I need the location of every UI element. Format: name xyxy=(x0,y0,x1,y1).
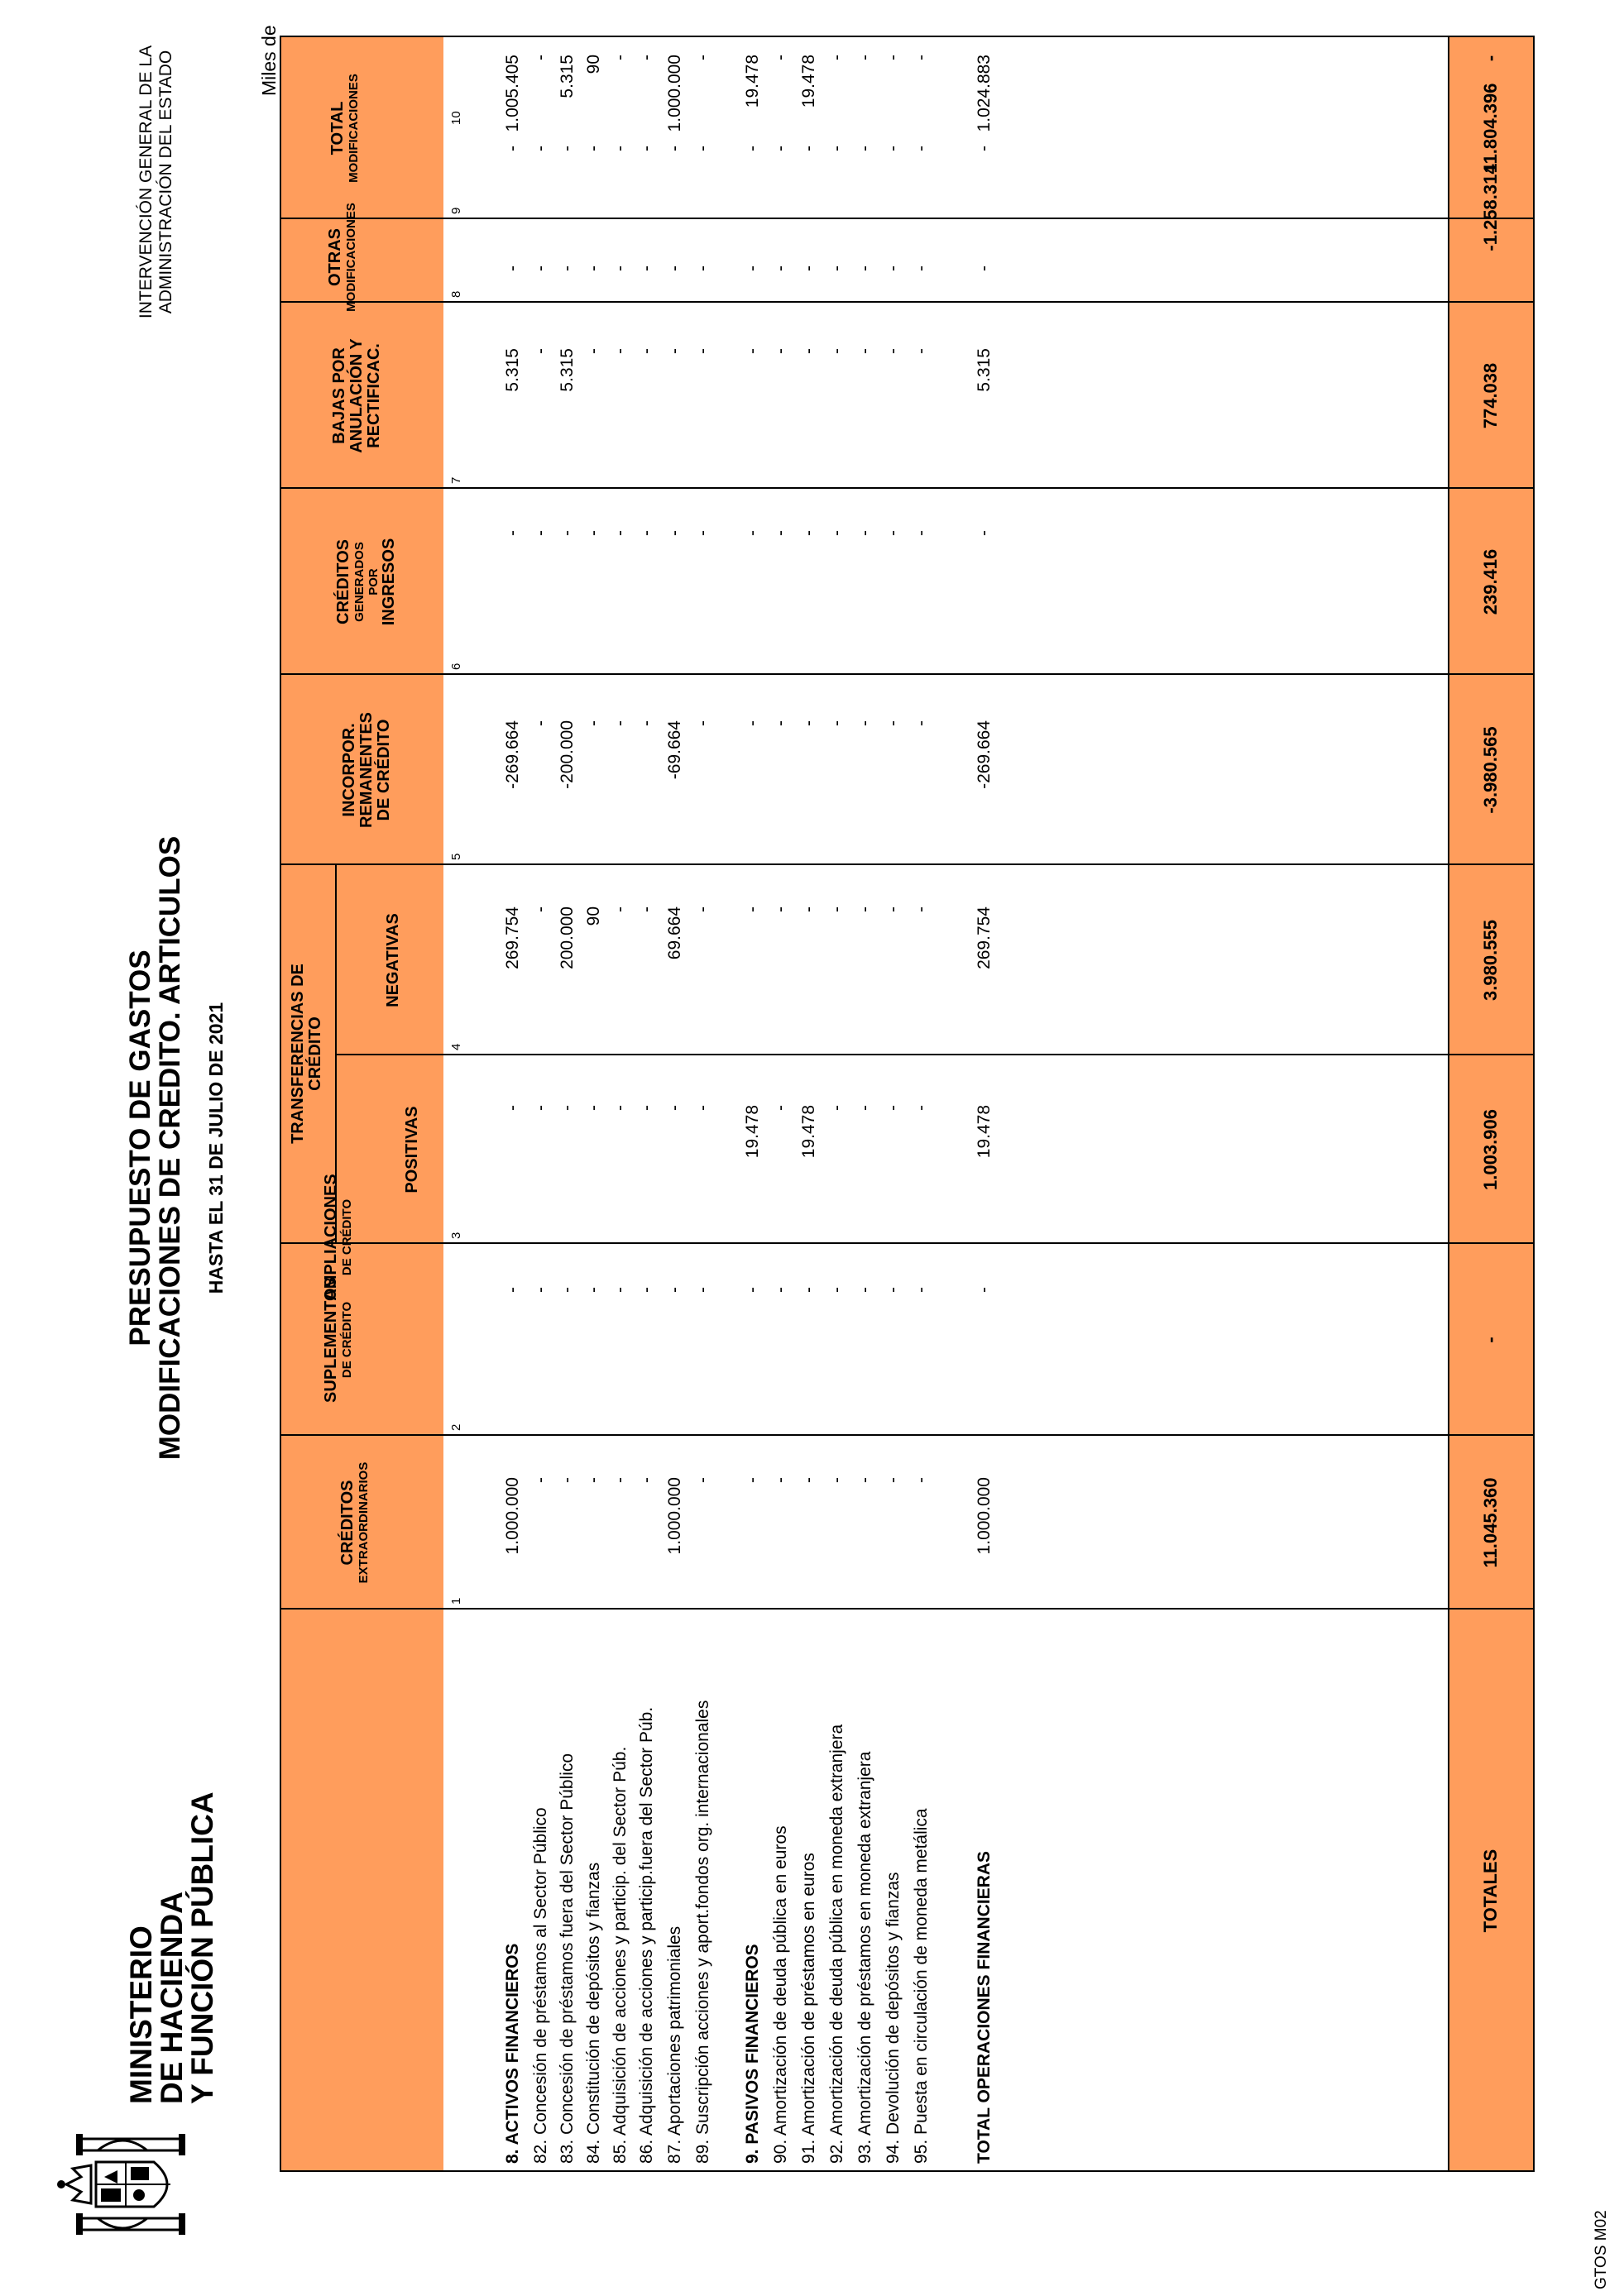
table-cell: - xyxy=(584,348,603,354)
table-cell: - xyxy=(771,348,790,354)
table-cell: - xyxy=(693,265,712,271)
table-cell: - xyxy=(855,1477,874,1483)
table-cell: - xyxy=(611,1477,630,1483)
row-label: 92. Amortización de deuda pública en moneda extranjera xyxy=(827,1724,846,2164)
table-cell: - xyxy=(743,1287,762,1293)
table-cell: - xyxy=(855,265,874,271)
table-cell: - xyxy=(637,55,656,60)
table-cell: - xyxy=(771,906,790,912)
column-number: 8 xyxy=(449,290,463,298)
totals-cell: - xyxy=(1480,55,1501,62)
table-border-left xyxy=(280,2170,1535,2172)
table-cell: - xyxy=(912,720,931,726)
table-cell: - xyxy=(693,348,712,354)
table-cell: 1.000.000 xyxy=(665,1477,684,1555)
table-cell: - xyxy=(799,720,818,726)
table-cell: - xyxy=(693,720,712,726)
table-cell: - xyxy=(912,146,931,151)
row-label: 89. Suscripción acciones y aport.fondos org. internacionales xyxy=(693,1700,712,2164)
column-number: 4 xyxy=(449,1043,463,1050)
row-label: 83. Concesión de préstamos fuera del Sector Público xyxy=(558,1753,577,2164)
table-cell: - xyxy=(743,530,762,536)
table-cell: - xyxy=(912,55,931,60)
table-cell: - xyxy=(771,55,790,60)
table-cell: - xyxy=(827,146,846,151)
row-label: 93. Amortización de préstamos en moneda extranjera xyxy=(855,1751,874,2164)
row-label: 8. ACTIVOS FINANCIEROS xyxy=(503,1943,522,2164)
table-cell: - xyxy=(558,1287,577,1293)
table-cell: - xyxy=(975,1287,994,1293)
table-cell: - xyxy=(693,1287,712,1293)
table-cell: - xyxy=(827,720,846,726)
footer-code: GTOS M02 xyxy=(1593,2210,1610,2289)
table-cell: - xyxy=(799,146,818,151)
column-divider xyxy=(280,1434,1535,1436)
table-cell: - xyxy=(693,55,712,60)
row-label: 84. Constitución de depósitos y fianzas xyxy=(584,1862,603,2164)
table-cell: - xyxy=(637,146,656,151)
totals-cell: 774.038 xyxy=(1480,362,1501,429)
table-cell: 19.478 xyxy=(743,1105,762,1159)
table-cell: - xyxy=(611,1287,630,1293)
table-cell: - xyxy=(611,906,630,912)
column-divider xyxy=(280,1242,1535,1244)
table-cell: - xyxy=(611,530,630,536)
table-cell: - xyxy=(827,265,846,271)
table-cell: - xyxy=(771,146,790,151)
column-number: 10 xyxy=(449,111,463,125)
table-cell: - xyxy=(884,1287,903,1293)
table-cell: - xyxy=(912,530,931,536)
table-cell: - xyxy=(584,720,603,726)
column-number: 3 xyxy=(449,1232,463,1239)
table-cell: - xyxy=(611,720,630,726)
row-label: 86. Adquisición de acciones y particip.fuera del Sector Púb. xyxy=(637,1706,656,2164)
column-divider xyxy=(280,487,1535,489)
col-header-negativas: NEGATIVAS xyxy=(384,913,402,1007)
col-header-suplementos: SUPLEMENTOS DE CRÉDITO xyxy=(322,1277,354,1403)
table-cell: - xyxy=(743,348,762,354)
table-cell: 1.024.883 xyxy=(975,55,994,132)
table-cell: - xyxy=(855,146,874,151)
table-cell: 1.000.000 xyxy=(665,55,684,132)
column-number: 2 xyxy=(449,1423,463,1431)
table-cell: - xyxy=(884,906,903,912)
col-header-otras: OTRAS MODIFICACIONES xyxy=(326,203,358,312)
table-cell: - xyxy=(584,265,603,271)
table-cell: - xyxy=(884,720,903,726)
row-label: 91. Amortización de préstamos en euros xyxy=(799,1853,818,2164)
table-cell: - xyxy=(912,1287,931,1293)
table-cell: 5.315 xyxy=(503,348,522,392)
table-cell: - xyxy=(912,265,931,271)
table-cell: - xyxy=(531,55,550,60)
table-cell: - xyxy=(665,348,684,354)
totals-cell: 11.804.396 xyxy=(1480,83,1501,174)
table-cell: - xyxy=(743,720,762,726)
table-cell: - xyxy=(637,906,656,912)
page-subtitle: MODIFICACIONES DE CREDITO. ARTICULOS xyxy=(154,835,186,1461)
table-cell: - xyxy=(799,1287,818,1293)
col-header-bajas: BAJAS POR ANULACIÓN Y RECTIFICAC. xyxy=(330,338,383,453)
table-cell: - xyxy=(558,1477,577,1483)
table-cell: 19.478 xyxy=(799,1105,818,1159)
table-cell: - xyxy=(855,720,874,726)
totals-label: TOTALES xyxy=(1480,1849,1501,1933)
table-cell: - xyxy=(884,530,903,536)
table-cell: - xyxy=(855,348,874,354)
table-cell: -69.664 xyxy=(665,720,684,780)
row-label: 9. PASIVOS FINANCIEROS xyxy=(743,1944,762,2164)
table-cell: - xyxy=(799,265,818,271)
table-cell: - xyxy=(827,1477,846,1483)
col-header-transferencias: TRANSFERENCIAS DE CRÉDITO xyxy=(289,964,324,1144)
column-divider xyxy=(280,863,1535,865)
table-cell: - xyxy=(503,1287,522,1293)
table-border-top xyxy=(280,36,281,2172)
table-cell: 19.478 xyxy=(743,55,762,108)
totals-cell: 1.003.906 xyxy=(1480,1109,1501,1190)
ministry-line: DE HACIENDA xyxy=(155,1892,189,2104)
row-label: 95. Puesta en circulación de moneda metálica xyxy=(912,1808,931,2164)
date-line: HASTA EL 31 DE JULIO DE 2021 xyxy=(205,1002,227,1294)
table-cell: - xyxy=(884,146,903,151)
table-cell: - xyxy=(743,906,762,912)
table-cell: 269.754 xyxy=(975,906,994,969)
totals-cell: 3.980.555 xyxy=(1480,920,1501,1001)
table-cell: - xyxy=(503,265,522,271)
table-cell: 90 xyxy=(584,906,603,926)
table-cell: - xyxy=(531,1287,550,1293)
table-cell: - xyxy=(637,265,656,271)
table-cell: - xyxy=(531,1105,550,1111)
table-cell: - xyxy=(827,1287,846,1293)
table-cell: - xyxy=(531,720,550,726)
table-cell: - xyxy=(827,55,846,60)
organization-line: INTERVENCIÓN GENERAL DE LA xyxy=(137,45,156,319)
table-cell: 5.315 xyxy=(558,348,577,392)
column-number: 6 xyxy=(449,662,463,670)
table-cell: - xyxy=(827,348,846,354)
table-cell: - xyxy=(884,1105,903,1111)
organization-line: ADMINISTRACIÓN DEL ESTADO xyxy=(156,50,175,314)
table-cell: - xyxy=(884,1477,903,1483)
ministry-line: MINISTERIO xyxy=(124,1925,158,2104)
table-cell: -269.664 xyxy=(975,720,994,789)
table-cell: - xyxy=(637,720,656,726)
table-cell: - xyxy=(693,906,712,912)
table-cell: - xyxy=(912,1105,931,1111)
table-cell: 269.754 xyxy=(503,906,522,969)
table-cell: 5.315 xyxy=(975,348,994,392)
table-cell: - xyxy=(558,265,577,271)
table-cell: - xyxy=(665,530,684,536)
table-cell: - xyxy=(743,1477,762,1483)
table-cell: - xyxy=(611,55,630,60)
table-cell: - xyxy=(611,265,630,271)
table-cell: - xyxy=(743,265,762,271)
table-cell: - xyxy=(584,1477,603,1483)
organization-name xyxy=(137,8,176,356)
table-cell: - xyxy=(693,146,712,151)
table-cell: - xyxy=(558,530,577,536)
table-cell: - xyxy=(665,1287,684,1293)
table-cell: - xyxy=(884,55,903,60)
table-cell: - xyxy=(693,1477,712,1483)
row-label: TOTAL OPERACIONES FINANCIERAS xyxy=(975,1850,994,2164)
table-cell: 69.664 xyxy=(665,906,684,960)
units-label: Miles de xyxy=(258,25,280,96)
table-cell: - xyxy=(884,348,903,354)
table-cell: - xyxy=(912,1477,931,1483)
table-cell: 19.478 xyxy=(799,55,818,108)
column-divider xyxy=(335,1054,1535,1055)
table-cell: - xyxy=(665,1105,684,1111)
column-divider xyxy=(280,301,1535,303)
table-cell: - xyxy=(827,906,846,912)
col-header-positivas: POSITIVAS xyxy=(403,1106,421,1193)
table-cell: - xyxy=(503,146,522,151)
table-cell: - xyxy=(799,906,818,912)
table-cell: - xyxy=(884,265,903,271)
table-cell: - xyxy=(558,146,577,151)
table-cell: 1.000.000 xyxy=(975,1477,994,1555)
table-cell: - xyxy=(693,530,712,536)
table-cell: -269.664 xyxy=(503,720,522,789)
table-cell: - xyxy=(975,530,994,536)
table-cell: - xyxy=(799,530,818,536)
table-cell: - xyxy=(743,146,762,151)
row-label: 82. Concesión de préstamos al Sector Público xyxy=(531,1807,550,2164)
table-cell: - xyxy=(611,146,630,151)
ministry-line: Y FUNCIÓN PÚBLICA xyxy=(185,1791,219,2104)
table-cell: - xyxy=(637,530,656,536)
table-cell: - xyxy=(637,1477,656,1483)
table-cell: 200.000 xyxy=(558,906,577,969)
column-divider xyxy=(280,673,1535,675)
table-cell: 90 xyxy=(584,55,603,74)
col-header-generados: CRÉDITOS GENERADOS POR INGRESOS xyxy=(334,538,398,626)
table-cell: - xyxy=(855,1105,874,1111)
table-cell: - xyxy=(771,1477,790,1483)
table-cell: 5.315 xyxy=(558,55,577,98)
table-cell: - xyxy=(799,348,818,354)
table-cell: - xyxy=(531,348,550,354)
table-cell: - xyxy=(975,146,994,151)
row-label: 87. Aportaciones patrimoniales xyxy=(665,1925,684,2164)
page-title: PRESUPUESTO DE GASTOS xyxy=(124,949,156,1347)
table-cell: - xyxy=(584,1105,603,1111)
table-cell: 1.005.405 xyxy=(503,55,522,132)
row-label: 90. Amortización de deuda pública en euros xyxy=(771,1825,790,2164)
column-divider xyxy=(280,1608,1535,1610)
totals-cell: 11.045.360 xyxy=(1480,1477,1501,1568)
table-cell: - xyxy=(503,530,522,536)
table-cell: - xyxy=(799,1477,818,1483)
col-header-ampliaciones: AMPLIACIONES DE CRÉDITO xyxy=(322,1174,354,1301)
table-cell: 1.000.000 xyxy=(503,1477,522,1555)
col-header-total: TOTAL MODIFICACIONES xyxy=(328,74,361,183)
table-cell: - xyxy=(531,530,550,536)
table-cell: 19.478 xyxy=(975,1105,994,1159)
table-cell: - xyxy=(665,265,684,271)
totals-cell: -3.980.565 xyxy=(1480,726,1501,814)
table-cell: - xyxy=(531,1477,550,1483)
table-cell: - xyxy=(584,530,603,536)
table-cell: - xyxy=(584,146,603,151)
table-cell: - xyxy=(531,146,550,151)
table-cell: - xyxy=(531,906,550,912)
table-cell: - xyxy=(531,265,550,271)
table-cell: - xyxy=(637,348,656,354)
table-cell: - xyxy=(855,1287,874,1293)
column-number: 9 xyxy=(449,207,463,214)
table-cell: - xyxy=(912,906,931,912)
table-cell: - xyxy=(693,1105,712,1111)
totals-cell: - xyxy=(1480,1337,1501,1343)
row-label: 94. Devolución de depósitos y fianzas xyxy=(884,1872,903,2164)
column-number: 5 xyxy=(449,853,463,860)
table-cell: - xyxy=(771,1287,790,1293)
table-cell: - xyxy=(855,906,874,912)
table-cell: - xyxy=(611,1105,630,1111)
col-header-creditos: CRÉDITOS EXTRAORDINARIOS xyxy=(338,1461,371,1584)
table-border-right xyxy=(280,36,1535,37)
table-cell: - xyxy=(637,1287,656,1293)
table-cell: - xyxy=(665,146,684,151)
column-divider xyxy=(280,218,1535,219)
column-number: 1 xyxy=(449,1597,463,1605)
table-cell: - xyxy=(771,530,790,536)
table-cell: - xyxy=(771,720,790,726)
table-cell: - xyxy=(855,530,874,536)
table-cell: - xyxy=(584,1287,603,1293)
col-header-incorpor: INCORPOR. REMANENTES DE CRÉDITO xyxy=(340,712,393,829)
table-cell: - xyxy=(975,265,994,271)
table-cell: - xyxy=(611,348,630,354)
row-label: 85. Adquisición de acciones y particip. del Sector Púb. xyxy=(611,1746,630,2164)
table-cell: - xyxy=(771,265,790,271)
table-cell: - xyxy=(827,1105,846,1111)
table-cell: - xyxy=(558,1105,577,1111)
column-number: 7 xyxy=(449,476,463,484)
table-cell: - xyxy=(771,1105,790,1111)
table-cell: -200.000 xyxy=(558,720,577,789)
table-cell: - xyxy=(827,530,846,536)
totals-cell: 239.416 xyxy=(1480,548,1501,615)
table-cell: - xyxy=(503,1105,522,1111)
totals-cell: -1.258.314 xyxy=(1480,164,1501,251)
table-cell: - xyxy=(855,55,874,60)
table-cell: - xyxy=(637,1105,656,1111)
table-cell: - xyxy=(912,348,931,354)
